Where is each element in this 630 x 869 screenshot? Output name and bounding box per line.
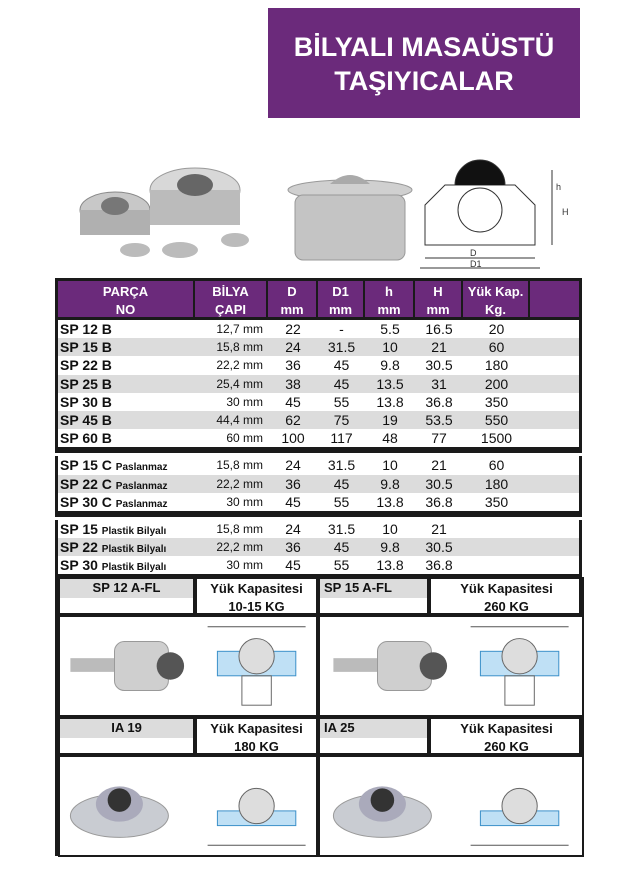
cell-no (58, 556, 195, 574)
part-variant: Plastik Bilyalı (101, 562, 167, 574)
spec-table (55, 278, 582, 577)
cell-load: 350 (484, 393, 509, 410)
cell-ball: 30 mm (226, 394, 263, 409)
product-photo (70, 786, 168, 837)
cell-empty (530, 375, 579, 393)
table-row (58, 475, 579, 493)
cell-D: 100 (281, 430, 305, 447)
cell-load (463, 538, 530, 556)
load-capacity-cell (195, 577, 318, 615)
cell-H: 36.8 (425, 493, 453, 510)
part-number: SP 30 B (60, 393, 112, 410)
header-text: D (287, 284, 297, 299)
cell-empty (530, 429, 579, 447)
cell-h: 13.5 (376, 375, 404, 392)
part-variant: Plastik Bilyalı (101, 544, 167, 556)
technical-drawing (208, 788, 306, 845)
product-image-and-drawing (58, 615, 318, 717)
cell-D1: 31.5 (327, 520, 356, 537)
cell-H: 30.5 (425, 475, 453, 492)
part-number: SP 25 B (60, 375, 112, 392)
cell-no (58, 520, 195, 538)
cell-h: 9.8 (380, 475, 400, 492)
cell-D: 45 (285, 493, 301, 510)
cell-empty (530, 493, 579, 511)
page-title (268, 8, 580, 118)
header-text: mm (328, 302, 353, 317)
technical-drawing (208, 627, 306, 705)
cell-no (58, 320, 195, 338)
part-number: SP 30 (60, 557, 98, 574)
cell-D: 45 (285, 393, 301, 410)
load-capacity-label: Yük Kapasitesi (460, 721, 553, 736)
table-row (58, 411, 579, 429)
cell-no (58, 456, 195, 474)
cell-H: 36.8 (425, 393, 453, 410)
cell-empty (530, 320, 579, 338)
cell-load (463, 520, 530, 538)
part-number: SP 45 B (60, 411, 112, 428)
cell-D: 22 (285, 321, 301, 337)
cell-D: 36 (285, 539, 301, 556)
product-name-cell (318, 717, 429, 755)
product-photo (333, 786, 431, 837)
cell-load: 200 (484, 375, 509, 392)
cell-H: 31 (431, 375, 447, 392)
dim-D1-label: D1 (470, 259, 482, 269)
cell-ball: 15,8 mm (216, 521, 263, 536)
title-line-1: BİLYALI MASAÜSTÜ (293, 32, 555, 62)
cell-h: 10 (382, 457, 398, 474)
table-row (58, 493, 579, 511)
cell-D: 36 (285, 357, 301, 374)
cell-no (58, 356, 195, 374)
cell-empty (530, 538, 579, 556)
cell-h: 5.5 (380, 321, 400, 337)
load-capacity-value: 10-15 KG (228, 599, 285, 614)
cell-D1: 45 (333, 357, 350, 374)
header-text: mm (377, 302, 401, 317)
cell-no (58, 393, 195, 411)
cell-empty (530, 556, 579, 574)
cell-D1: 55 (333, 393, 350, 410)
product-name-cell (58, 577, 195, 615)
cell-D1: 75 (333, 411, 350, 428)
cell-ball: 22,2 mm (216, 476, 263, 491)
part-number: SP 30 C (60, 493, 112, 510)
cell-D: 24 (285, 520, 301, 537)
cell-H: 53.5 (425, 411, 453, 428)
load-capacity-cell (195, 717, 318, 755)
product-photo (70, 642, 184, 691)
cell-load: 20 (488, 321, 505, 337)
table-row (58, 320, 579, 338)
table-row (58, 520, 579, 538)
cell-empty (530, 338, 579, 356)
header-text: h (385, 284, 393, 299)
table-row (58, 393, 579, 411)
technical-drawing (471, 788, 569, 845)
part-number: SP 22 (60, 539, 98, 556)
cell-D: 24 (285, 457, 301, 474)
product-image-and-drawing (318, 755, 584, 857)
cell-load: 550 (484, 411, 509, 428)
part-number: SP 15 C (60, 457, 112, 474)
part-number: SP 12 B (60, 321, 112, 337)
cell-h: 13.8 (376, 393, 404, 410)
product-image-and-drawing (58, 755, 318, 857)
cell-D: 36 (285, 475, 301, 492)
part-number: SP 22 B (60, 357, 112, 374)
cell-load: 180 (484, 357, 509, 374)
column-header (530, 281, 579, 317)
cell-load (463, 556, 530, 574)
header-text: D1 (332, 284, 349, 299)
cell-no (58, 429, 195, 447)
product-photo (333, 642, 447, 691)
cell-ball: 30 mm (226, 494, 263, 509)
header-text: H (433, 284, 443, 299)
table-row (58, 538, 579, 556)
side-view-photo (288, 175, 412, 260)
cell-H: 36.8 (425, 557, 453, 574)
header-text: PARÇA (102, 284, 149, 299)
dim-H-label: H (562, 207, 569, 217)
cell-ball: 15,8 mm (216, 340, 263, 355)
cell-D: 38 (285, 375, 301, 392)
product-name: IA 19 (60, 719, 193, 738)
cell-D1: 31.5 (327, 339, 356, 356)
product-photos (60, 150, 580, 275)
part-variant: Paslanmaz (115, 462, 168, 474)
load-capacity-value: 260 KG (484, 599, 529, 614)
cell-h: 9.8 (380, 539, 400, 556)
part-number: SP 22 C (60, 475, 112, 492)
load-capacity-label: Yük Kapasitesi (460, 581, 553, 596)
cell-no (58, 538, 195, 556)
load-capacity-cell (429, 717, 584, 755)
ball-transfer-units-photo (80, 168, 249, 258)
cell-h: 13.8 (376, 493, 404, 510)
cell-ball: 22,2 mm (216, 540, 263, 555)
column-header (365, 281, 415, 317)
product-name: SP 15 A-FL (320, 579, 427, 598)
cell-load: 1500 (480, 430, 513, 447)
dim-D-label: D (470, 248, 477, 258)
cell-ball: 44,4 mm (216, 412, 263, 427)
cell-load: 350 (484, 493, 509, 510)
cell-H: 21 (431, 457, 447, 474)
cell-h: 10 (382, 339, 398, 356)
cell-h: 19 (382, 411, 398, 428)
cell-no (58, 411, 195, 429)
cell-D1: 117 (330, 430, 353, 447)
load-capacity-label: Yük Kapasitesi (210, 721, 303, 736)
table-row (58, 375, 579, 393)
cell-no (58, 475, 195, 493)
header-text: BİLYA (212, 284, 249, 299)
table-section (55, 320, 582, 450)
part-number: SP 60 B (60, 430, 112, 447)
technical-drawing (471, 627, 569, 705)
cell-h: 9.8 (380, 357, 400, 374)
technical-drawing (420, 160, 569, 269)
column-header (195, 281, 268, 317)
cell-D: 45 (285, 557, 301, 574)
cell-ball: 30 mm (226, 558, 263, 573)
table-row (58, 356, 579, 374)
cell-D1: - (339, 321, 344, 337)
table-row (58, 429, 579, 447)
title-line-2: TAŞIYICALAR (334, 66, 514, 96)
cell-H: 30.5 (425, 357, 453, 374)
table-section (55, 520, 582, 578)
cell-load: 60 (488, 457, 505, 474)
header-text: Yük Kap. (467, 284, 524, 299)
cell-ball: 15,8 mm (216, 458, 263, 473)
cell-H: 21 (431, 520, 447, 537)
product-name: IA 25 (320, 719, 427, 738)
cell-no (58, 375, 195, 393)
cell-h: 13.8 (376, 557, 404, 574)
cell-D1: 45 (333, 539, 350, 556)
cell-empty (530, 475, 579, 493)
cell-no (58, 338, 195, 356)
cell-load: 60 (488, 339, 505, 356)
cell-empty (530, 393, 579, 411)
cell-H: 21 (431, 339, 447, 356)
cell-empty (530, 356, 579, 374)
column-header (463, 281, 530, 317)
column-header (268, 281, 318, 317)
load-capacity-cell (429, 577, 584, 615)
table-section (55, 456, 582, 514)
column-header (58, 281, 195, 317)
header-text: ÇAPI (214, 302, 247, 317)
product-name-cell (318, 577, 429, 615)
product-image-and-drawing (318, 615, 584, 717)
cell-ball: 60 mm (226, 431, 263, 446)
part-variant: Paslanmaz (115, 498, 168, 510)
header-text: mm (426, 302, 450, 317)
part-number: SP 15 B (60, 339, 112, 356)
cell-empty (530, 520, 579, 538)
table-row (58, 338, 579, 356)
column-header (415, 281, 463, 317)
load-capacity-value: 260 KG (484, 739, 529, 754)
cell-empty (530, 411, 579, 429)
cell-ball: 25,4 mm (216, 376, 263, 391)
header-text: mm (280, 302, 304, 317)
cell-H: 30.5 (425, 539, 453, 556)
cell-h: 10 (382, 520, 398, 537)
product-name-cell (58, 717, 195, 755)
cell-h: 48 (382, 430, 398, 447)
cell-no (58, 493, 195, 511)
cell-D: 62 (285, 411, 301, 428)
dim-h-label: h (556, 182, 562, 192)
part-number: SP 15 (60, 520, 98, 537)
product-name: SP 12 A-FL (60, 579, 193, 598)
table-row (58, 456, 579, 474)
table-header (58, 281, 579, 320)
cell-H: 16.5 (425, 321, 453, 337)
cell-empty (530, 456, 579, 474)
load-capacity-value: 180 KG (234, 739, 279, 754)
table-row (58, 556, 579, 574)
accessory-section (55, 574, 582, 856)
cell-D1: 55 (333, 493, 350, 510)
cell-D1: 55 (333, 557, 350, 574)
cell-load: 180 (484, 475, 509, 492)
part-variant: Plastik Bilyalı (101, 525, 167, 537)
header-text: NO (115, 302, 136, 317)
header-text: Kg. (485, 302, 506, 317)
part-variant: Paslanmaz (115, 480, 168, 492)
column-header (318, 281, 365, 317)
cell-D1: 31.5 (327, 457, 356, 474)
cell-D1: 45 (333, 475, 350, 492)
cell-D1: 45 (333, 375, 350, 392)
cell-ball: 12,7 mm (216, 322, 263, 336)
load-capacity-label: Yük Kapasitesi (210, 581, 303, 596)
cell-D: 24 (285, 339, 301, 356)
cell-ball: 22,2 mm (216, 358, 263, 373)
cell-H: 77 (431, 430, 447, 447)
